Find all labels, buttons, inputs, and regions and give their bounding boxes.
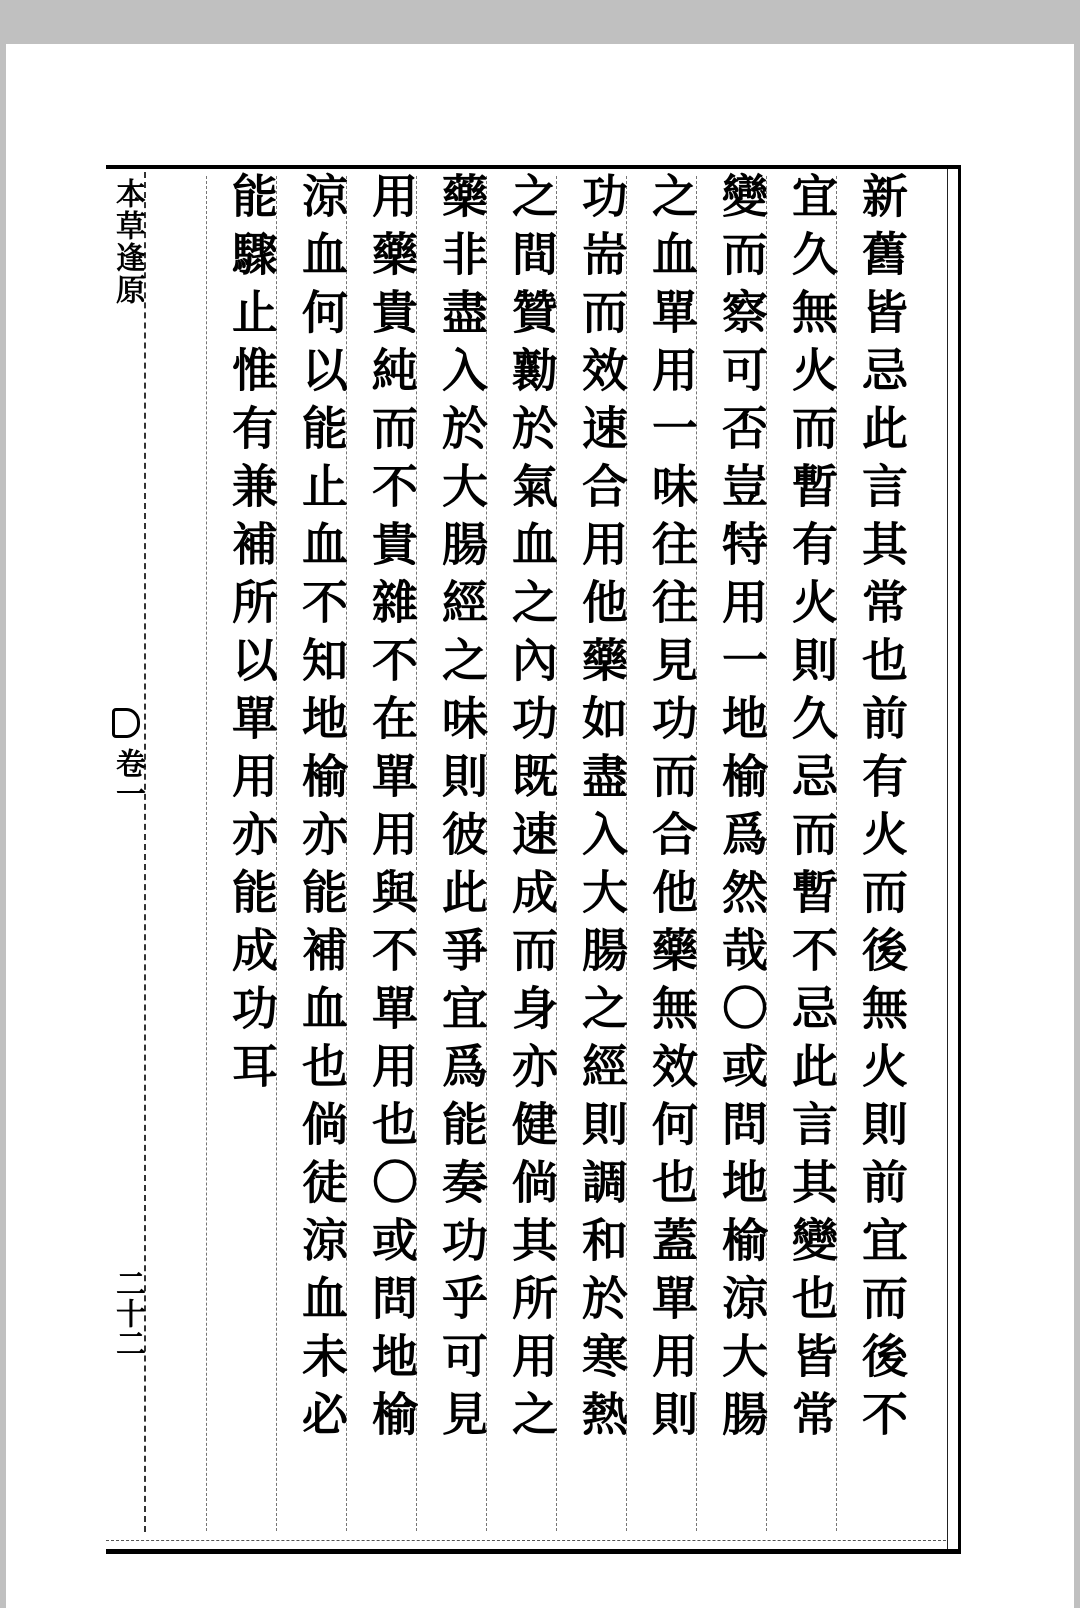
text-column: 功耑而效速合用他藥如盡入大腸之經則調和於寒熱 [575, 172, 629, 1448]
text-column: 之血單用一味往往見功而合他藥無效何也蓋單用則 [645, 172, 699, 1448]
text-column: 新舊皆忌此言其常也前有火而後無火則前宜而後不 [855, 172, 909, 1448]
column-rule [206, 176, 207, 1531]
page-number: 二十二 [110, 1268, 145, 1358]
text-column: 用藥貴純而不貴雜不在單用與不單用也〇或問地榆 [365, 172, 419, 1448]
text-column: 變而察可否豈特用一地榆爲然哉〇或問地榆涼大腸 [715, 172, 769, 1448]
text-column: 之間贊勷於氣血之內功既速成而身亦健倘其所用之 [505, 172, 559, 1448]
text-column: 藥非盡入於大腸經之味則彼此爭宜爲能奏功乎可見 [435, 172, 489, 1448]
block-heart-margin [110, 172, 146, 1532]
text-column: 涼血何以能止血不知地榆亦能補血也倘徒涼血未必 [295, 172, 349, 1448]
book-title: 本草逢原 [110, 178, 145, 306]
text-column: 能驟止惟有兼補所以單用亦能成功耳 [225, 172, 279, 1100]
fish-tail-icon [112, 708, 140, 738]
volume-label: 卷一 [110, 748, 145, 808]
document-page [6, 44, 1074, 1608]
text-column: 宜久無火而暫有火則久忌而暫不忌此言其變也皆常 [785, 172, 839, 1448]
